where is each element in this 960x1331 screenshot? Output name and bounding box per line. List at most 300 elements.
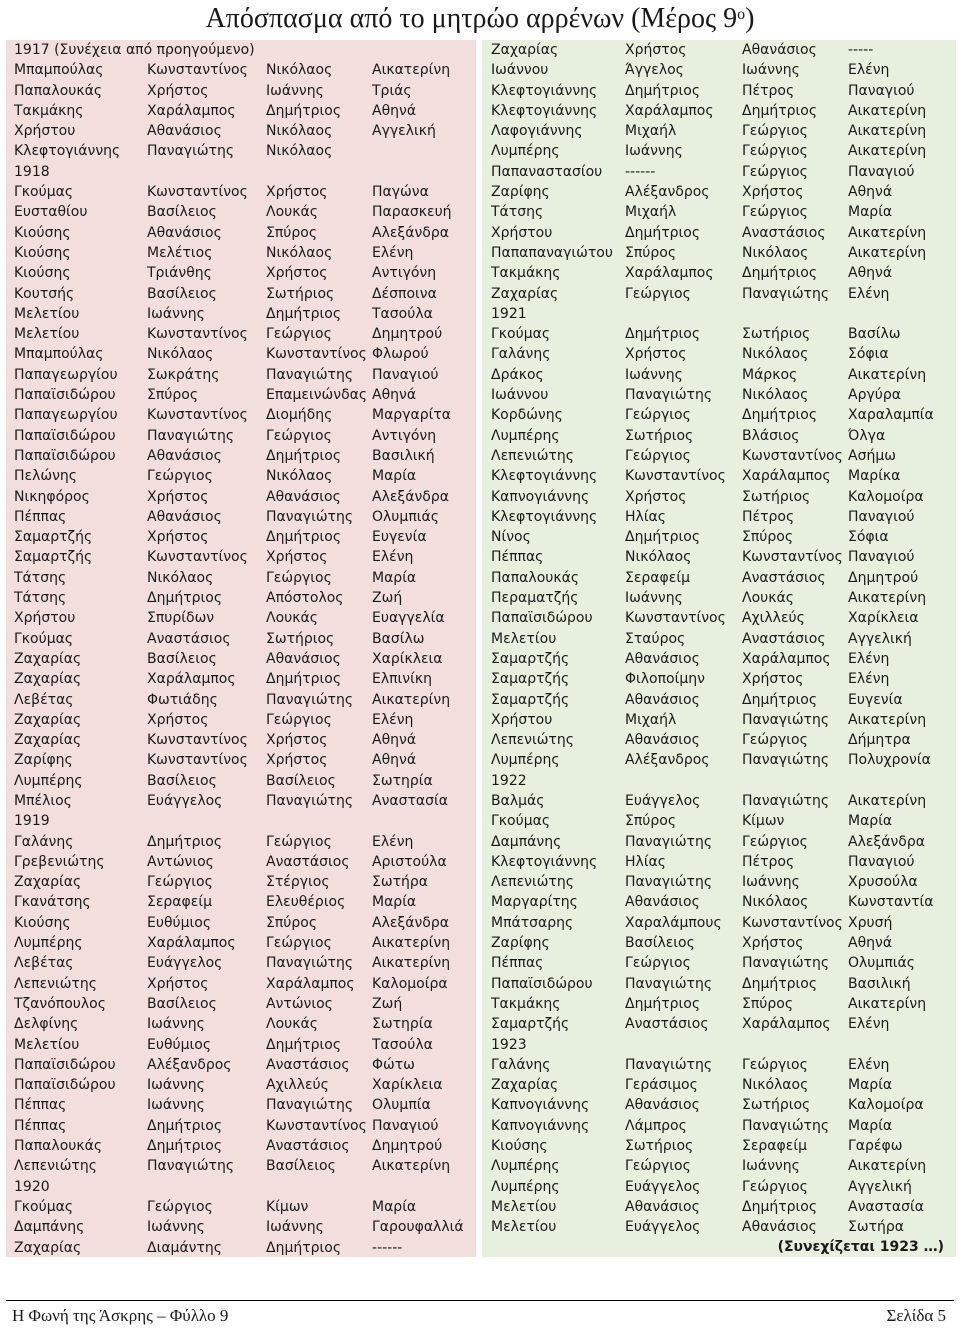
mother-name-cell: Μαρία [848, 1117, 893, 1134]
father-name-cell: Νικόλαος [742, 244, 809, 261]
surname-cell: Κλεφτογιάννης [491, 102, 598, 119]
surname-cell: Παπαϊσιδώρου [14, 1056, 116, 1073]
father-name-cell: Λουκάς [266, 610, 318, 627]
mother-name-cell: Αριστούλα [372, 853, 447, 870]
father-name-cell: Νικόλαος [266, 468, 333, 485]
first-name-cell: Ιωάννης [147, 305, 205, 322]
register-row [482, 1177, 956, 1197]
first-name-cell: Ευθύμιος [147, 1036, 212, 1053]
register-row [482, 730, 956, 750]
surname-cell: Λυμπέρης [14, 935, 83, 952]
first-name-cell: Γεώργιος [625, 407, 691, 424]
first-name-cell: Μιχαήλ [625, 711, 677, 728]
mother-name-cell: Αικατερίνη [848, 244, 927, 261]
first-name-cell: Σεραφείμ [147, 894, 212, 911]
mother-name-cell: Ευγενία [848, 691, 903, 708]
first-name-cell: Αθανάσιος [625, 1097, 700, 1114]
surname-cell: Κλεφτογιάννης [491, 853, 598, 870]
mother-name-cell: Σόφια [848, 529, 889, 546]
mother-name-cell: Σωτήρα [848, 1219, 904, 1236]
first-name-cell: Γεώργιος [147, 468, 213, 485]
first-name-cell: Σωτήριος [625, 427, 694, 444]
footer-page-number: Σελίδα 5 [886, 1306, 946, 1325]
surname-cell: Ζαχαρίας [491, 1077, 559, 1094]
first-name-cell: Ευάγγελος [147, 792, 223, 809]
mother-name-cell: Ελπινίκη [372, 671, 432, 688]
first-name-cell: Κωνσταντίνος [625, 610, 726, 627]
mother-name-cell: Σωτηρία [372, 1016, 433, 1033]
register-row [482, 872, 956, 892]
mother-name-cell: Αικατερίνη [848, 224, 927, 241]
register-row [482, 974, 956, 994]
mother-name-cell: Αικατερίνη [372, 1158, 451, 1175]
mother-name-cell: Παναγιού [848, 163, 915, 180]
register-row [482, 547, 956, 567]
surname-cell: Λεπενιώτης [14, 1158, 97, 1175]
first-name-cell: Χαράλαμπος [625, 265, 714, 282]
father-name-cell: Σωτήριος [742, 1097, 811, 1114]
father-name-cell: Βλάσιος [742, 427, 800, 444]
father-name-cell: Ελευθέριος [266, 894, 346, 911]
father-name-cell: Κίμων [266, 1198, 309, 1215]
register-row [482, 243, 956, 263]
first-name-cell: Ιωάννης [625, 366, 683, 383]
register-row [6, 324, 476, 344]
first-name-cell: Κωνσταντίνος [147, 62, 248, 79]
surname-cell: Γκούμας [14, 630, 74, 647]
father-name-cell: Νικόλαος [742, 1077, 809, 1094]
surname-cell: Λεβέτας [14, 691, 74, 708]
register-row [6, 547, 476, 567]
father-name-cell: Παναγιώτης [266, 1097, 354, 1114]
surname-cell: Ζαχαρίας [491, 285, 559, 302]
first-name-cell: Γεώργιος [147, 874, 213, 891]
mother-name-cell: Μαρίκα [848, 468, 901, 485]
first-name-cell: Ιωάννης [147, 1097, 205, 1114]
first-name-cell: Παναγιώτης [625, 874, 713, 891]
mother-name-cell: Αντιγόνη [372, 265, 437, 282]
register-row [6, 1075, 476, 1095]
register-row [482, 223, 956, 243]
father-name-cell: Παναγιώτης [742, 955, 830, 972]
surname-cell: Γκανάτσης [14, 894, 91, 911]
register-row [482, 487, 956, 507]
first-name-cell: Χαράλαμπος [147, 935, 236, 952]
surname-cell: Πέππας [491, 955, 544, 972]
surname-cell: Ζαχαρίας [491, 42, 559, 58]
mother-name-cell: Αικατερίνη [848, 590, 927, 607]
mother-name-cell: Καλομοίρα [848, 1097, 924, 1114]
father-name-cell: Γεώργιος [742, 123, 808, 140]
year-header [482, 771, 956, 791]
mother-name-cell: Παναγιού [848, 549, 915, 566]
register-row [6, 385, 476, 405]
register-row [6, 974, 476, 994]
first-name-cell: Σταύρος [625, 630, 686, 647]
surname-cell: Παπαϊσιδώρου [14, 387, 116, 404]
mother-name-cell: Ελένη [372, 833, 414, 850]
father-name-cell: Βασίλειος [266, 772, 336, 789]
first-name-cell: Μιχαήλ [625, 123, 677, 140]
register-row [6, 832, 476, 852]
register-row [482, 324, 956, 344]
father-name-cell: Παναγιώτης [742, 792, 830, 809]
surname-cell: Μελετίου [14, 1036, 80, 1053]
father-name-cell: Αναστάσιος [742, 569, 826, 586]
father-name-cell: Βασίλειος [266, 1158, 336, 1175]
first-name-cell: Αλέξανδρος [147, 1056, 232, 1073]
mother-name-cell: Βασιλική [848, 975, 911, 992]
surname-cell: Περαματζής [491, 590, 579, 607]
first-name-cell: Ιωάννης [147, 1077, 205, 1094]
year-label: 1918 [14, 163, 50, 180]
father-name-cell: Γεώργιος [742, 833, 808, 850]
first-name-cell: Χρήστος [147, 711, 209, 728]
surname-cell: Λυμπέρης [491, 752, 560, 769]
surname-cell: Κλεφτογιάννης [491, 508, 598, 525]
first-name-cell: Παναγιώτης [147, 1158, 235, 1175]
first-name-cell: Γεώργιος [625, 955, 691, 972]
first-name-cell: Χρήστος [625, 42, 687, 58]
register-row [6, 284, 476, 304]
first-name-cell: Δημήτριος [147, 1117, 223, 1134]
title-close: ) [745, 3, 755, 34]
surname-cell: Τακμάκης [14, 102, 84, 119]
father-name-cell: Γεώργιος [742, 732, 808, 749]
surname-cell: Μπαμπούλας [14, 346, 104, 363]
mother-name-cell: Ζωή [372, 995, 403, 1012]
register-row [482, 953, 956, 973]
surname-cell: Λεπενιώτης [14, 975, 97, 992]
first-name-cell: Παναγιώτης [147, 143, 235, 160]
register-row [6, 568, 476, 588]
register-row [482, 466, 956, 486]
year-header [6, 1177, 476, 1197]
register-row [482, 852, 956, 872]
first-name-cell: Ευάγγελος [147, 955, 223, 972]
first-name-cell: Κωνσταντίνος [147, 752, 248, 769]
father-name-cell: Γεώργιος [266, 569, 332, 586]
register-row [482, 182, 956, 202]
year-header [6, 811, 476, 831]
surname-cell: Σαμαρτζής [14, 529, 93, 546]
mother-name-cell: Χαρίκλεια [848, 610, 919, 627]
register-row [6, 1116, 476, 1136]
first-name-cell: Νικόλαος [625, 549, 692, 566]
register-row [482, 426, 956, 446]
register-row [482, 365, 956, 385]
mother-name-cell: Αθηνά [372, 752, 417, 769]
first-name-cell: Άγγελος [625, 62, 684, 79]
father-name-cell: Δημήτριος [742, 691, 818, 708]
mother-name-cell: Μαρία [848, 813, 893, 830]
register-row [6, 852, 476, 872]
register-row [482, 649, 956, 669]
father-name-cell: Παναγιώτης [742, 752, 830, 769]
mother-name-cell: Ζωή [372, 590, 403, 607]
first-name-cell: Αθανάσιος [147, 123, 222, 140]
surname-cell: Μπάτσαρης [491, 914, 574, 931]
father-name-cell: Αντώνιος [266, 995, 333, 1012]
register-row [6, 202, 476, 222]
mother-name-cell: Μαργαρίτα [372, 407, 451, 424]
register-row [6, 365, 476, 385]
continued-note: (Συνεχίζεται 1923 …) [777, 1239, 944, 1255]
title-text: Απόσπασμα από το μητρώο αρρένων (Μέρος 9 [205, 3, 738, 34]
mother-name-cell: Γαρουφαλλιά [372, 1219, 464, 1236]
register-row [482, 162, 956, 182]
mother-name-cell: Ελένη [848, 671, 890, 688]
surname-cell: Μελετίου [491, 630, 557, 647]
surname-cell: Ζαρίφης [14, 752, 73, 769]
surname-cell: Ζαρίφης [491, 935, 550, 952]
mother-name-cell: ------ [372, 1239, 403, 1256]
right-register-column [482, 40, 956, 1257]
father-name-cell: Σπύρος [266, 914, 318, 931]
first-name-cell: Αθανάσιος [625, 1198, 700, 1215]
father-name-cell: Παναγιώτης [266, 792, 354, 809]
surname-cell: Παπαγεωργίου [14, 366, 118, 383]
first-name-cell: Αναστάσιος [625, 1016, 709, 1033]
first-name-cell: Χρήστος [147, 488, 209, 505]
first-name-cell: Ευάγγελος [625, 1178, 701, 1195]
register-row [6, 669, 476, 689]
surname-cell: Τζανόπουλος [14, 995, 106, 1012]
register-row [6, 426, 476, 446]
mother-name-cell: Αθηνά [372, 387, 417, 404]
father-name-cell: Κωνσταντίνος [266, 346, 367, 363]
father-name-cell: Αναστάσιος [266, 1056, 350, 1073]
year-header [482, 1035, 956, 1055]
surname-cell: Τάτσης [491, 204, 544, 221]
surname-cell: Κιούσης [14, 224, 71, 241]
mother-name-cell: Παναγιού [848, 508, 915, 525]
surname-cell: Παπαλουκάς [14, 82, 103, 99]
register-row [6, 1014, 476, 1034]
surname-cell: Λεπενιώτης [491, 447, 574, 464]
father-name-cell: Αναστάσιος [742, 630, 826, 647]
first-name-cell: Παναγιώτης [625, 1056, 713, 1073]
mother-name-cell: Τασούλα [372, 305, 433, 322]
register-row [482, 1197, 956, 1217]
father-name-cell: Γεώργιος [266, 935, 332, 952]
first-name-cell: Δημήτριος [147, 1138, 223, 1155]
register-row [6, 1136, 476, 1156]
first-name-cell: Βασίλειος [625, 935, 695, 952]
first-name-cell: Δημήτριος [625, 224, 701, 241]
register-row [6, 1197, 476, 1217]
surname-cell: Ιωάννου [491, 387, 549, 404]
register-row [6, 60, 476, 80]
father-name-cell: Πέτρος [742, 508, 795, 525]
register-row [6, 1095, 476, 1115]
father-name-cell: Δημήτριος [266, 102, 342, 119]
register-row [6, 466, 476, 486]
surname-cell: Δράκος [491, 366, 544, 383]
register-row [6, 690, 476, 710]
father-name-cell: Επαμεινώνδας [266, 387, 368, 404]
father-name-cell: Ιωάννης [266, 82, 324, 99]
first-name-cell: Γεράσιμος [625, 1077, 698, 1094]
surname-cell: Δαμπάνης [14, 1219, 85, 1236]
surname-cell: Παπαϊσιδώρου [14, 427, 116, 444]
mother-name-cell: Ασήμω [848, 447, 896, 464]
first-name-cell: Χρήστος [147, 529, 209, 546]
footer-divider [6, 1300, 954, 1301]
father-name-cell: Νικόλαος [266, 62, 333, 79]
mother-name-cell: Ελένη [372, 549, 414, 566]
mother-name-cell: Κωνσταντία [848, 894, 934, 911]
register-row [482, 588, 956, 608]
mother-name-cell: Αικατερίνη [372, 955, 451, 972]
surname-cell: Κιούσης [14, 914, 71, 931]
mother-name-cell: Αλεξάνδρα [848, 833, 925, 850]
mother-name-cell: Μαρία [848, 1077, 893, 1094]
register-row [482, 344, 956, 364]
register-row [482, 669, 956, 689]
mother-name-cell: Αθηνά [848, 265, 893, 282]
surname-cell: Λυμπέρης [491, 427, 560, 444]
father-name-cell: Νικόλαος [266, 123, 333, 140]
first-name-cell: Φωτιάδης [147, 691, 218, 708]
mother-name-cell: Ευγενία [372, 529, 427, 546]
father-name-cell: Χρήστος [266, 752, 328, 769]
mother-name-cell: Αγγελική [372, 123, 436, 140]
first-name-cell: Ευάγγελος [625, 1219, 701, 1236]
mother-name-cell: Αικατερίνη [848, 102, 927, 119]
mother-name-cell: Αικατερίνη [848, 711, 927, 728]
mother-name-cell: Πολυχρονία [848, 752, 931, 769]
father-name-cell: Σωτήριος [266, 285, 335, 302]
register-row [6, 243, 476, 263]
first-name-cell: Αθανάσιος [625, 732, 700, 749]
mother-name-cell: Αικατερίνη [848, 995, 927, 1012]
register-row [6, 446, 476, 466]
surname-cell: Ζαχαρίας [14, 732, 82, 749]
mother-name-cell: Αθηνά [848, 184, 893, 201]
first-name-cell: Αθανάσιος [625, 894, 700, 911]
first-name-cell: Κωνσταντίνος [147, 732, 248, 749]
father-name-cell: Δημήτριος [742, 975, 818, 992]
surname-cell: Δελφίνης [14, 1016, 79, 1033]
mother-name-cell: Αικατερίνη [848, 366, 927, 383]
register-row [6, 649, 476, 669]
father-name-cell: Νικόλαος [742, 894, 809, 911]
surname-cell: Κλεφτογιάννης [491, 82, 598, 99]
mother-name-cell: Αναστασία [848, 1198, 924, 1215]
father-name-cell: Σπύρος [742, 529, 794, 546]
surname-cell: Λαφογιάννης [491, 123, 583, 140]
year-label: 1922 [491, 772, 527, 789]
left-register-column [6, 40, 476, 1257]
mother-name-cell: Αλεξάνδρα [372, 914, 449, 931]
register-row [482, 1136, 956, 1156]
register-row [482, 933, 956, 953]
register-row [482, 1055, 956, 1075]
mother-name-cell: Αικατερίνη [848, 792, 927, 809]
first-name-cell: Λάμπρος [625, 1117, 687, 1134]
first-name-cell: Αθανάσιος [147, 224, 222, 241]
father-name-cell: Αχιλλεύς [266, 1077, 329, 1094]
mother-name-cell: Φλωρού [372, 346, 429, 363]
surname-cell: Μελετίου [491, 1198, 557, 1215]
mother-name-cell: Βασίλω [372, 630, 425, 647]
register-row [6, 771, 476, 791]
register-row [6, 1156, 476, 1176]
first-name-cell: Ηλίας [625, 508, 666, 525]
first-name-cell: Χαράλαμπος [147, 671, 236, 688]
first-name-cell: Παναγιώτης [625, 833, 713, 850]
first-name-cell: Χρήστος [147, 82, 209, 99]
first-name-cell: Δημήτριος [625, 529, 701, 546]
surname-cell: Κλεφτογιάννης [491, 468, 598, 485]
mother-name-cell: Ελένη [848, 62, 890, 79]
mother-name-cell: Παναγιού [848, 82, 915, 99]
father-name-cell: Χρήστος [266, 732, 328, 749]
first-name-cell: Διαμάντης [147, 1239, 223, 1256]
register-row [482, 284, 956, 304]
register-row [6, 405, 476, 425]
first-name-cell: Κωνσταντίνος [147, 407, 248, 424]
year-header [6, 162, 476, 182]
surname-cell: Μελετίου [491, 1219, 557, 1236]
mother-name-cell: Σόφια [848, 346, 889, 363]
register-row [482, 832, 956, 852]
father-name-cell: Παναγιώτης [266, 955, 354, 972]
register-row [6, 507, 476, 527]
first-name-cell: Γεώργιος [147, 1198, 213, 1215]
register-row [6, 121, 476, 141]
first-name-cell: Σωκράτης [147, 366, 220, 383]
first-name-cell: Κωνσταντίνος [147, 184, 248, 201]
surname-cell: Λυμπέρης [491, 1158, 560, 1175]
surname-cell: Μαργαρίτης [491, 894, 578, 911]
father-name-cell: Σωτήριος [742, 326, 811, 343]
mother-name-cell: Καλομοίρα [848, 488, 924, 505]
register-row [482, 202, 956, 222]
father-name-cell: Διομήδης [266, 407, 333, 424]
first-name-cell: Κωνσταντίνος [147, 549, 248, 566]
mother-name-cell: Αγγελική [848, 630, 912, 647]
page-title [0, 2, 960, 36]
first-name-cell: Μιχαήλ [625, 204, 677, 221]
first-name-cell: Δημήτριος [625, 82, 701, 99]
mother-name-cell: Αναστασία [372, 792, 448, 809]
register-row [6, 608, 476, 628]
mother-name-cell: Βασιλική [372, 447, 435, 464]
father-name-cell: Κωνσταντίνος [742, 914, 843, 931]
father-name-cell: Χρήστος [266, 265, 328, 282]
register-row [6, 1238, 476, 1257]
father-name-cell: Χρήστος [742, 184, 804, 201]
surname-cell: Παπαϊσιδώρου [491, 610, 593, 627]
register-row [482, 446, 956, 466]
register-row [6, 81, 476, 101]
first-name-cell: Χρήστος [147, 975, 209, 992]
mother-name-cell: Μαρία [848, 204, 893, 221]
mother-name-cell: Σωτήρα [372, 874, 428, 891]
first-name-cell: Αλέξανδρος [625, 752, 710, 769]
surname-cell: Γαλάνης [491, 1056, 551, 1073]
first-name-cell: Παναγιώτης [147, 427, 235, 444]
register-row [482, 568, 956, 588]
first-name-cell: Χαράλαμπος [147, 102, 236, 119]
mother-name-cell: Όλγα [848, 427, 886, 444]
year-label: 1917 (Συνέχεια από προηγούμενο) [14, 42, 255, 58]
first-name-cell: Ιωάννης [625, 143, 683, 160]
surname-cell: Παπαϊσιδώρου [491, 975, 593, 992]
surname-cell: Δαμπάνης [491, 833, 562, 850]
